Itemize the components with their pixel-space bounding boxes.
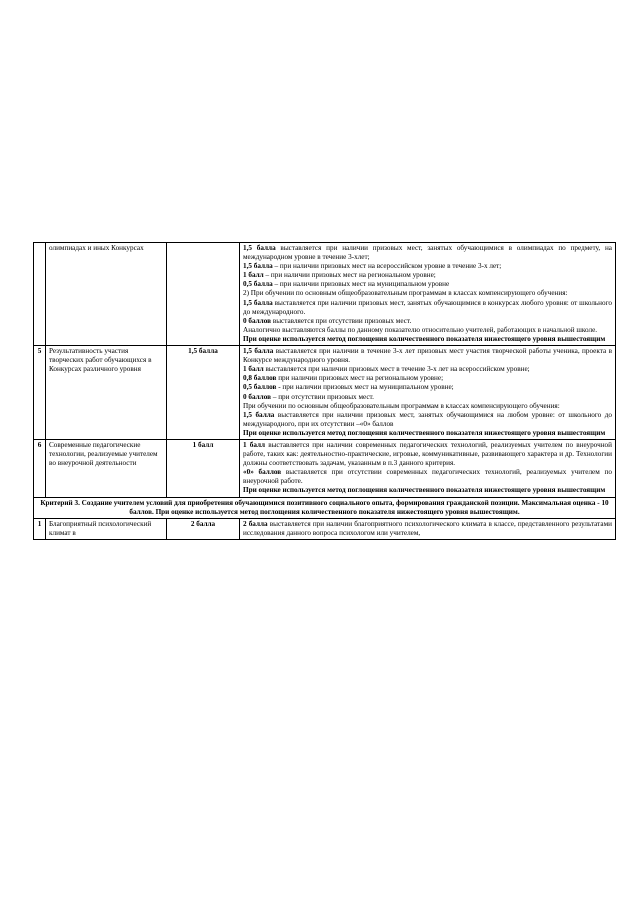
- score-value: 1,5 баллa: [243, 410, 275, 419]
- scoring-rule: 1 балл выставляется при наличии призовых мест в течение 3-х лет на всероссийском уровне;: [243, 365, 530, 374]
- row-number-cell: [34, 243, 46, 346]
- score-value: При оценке используется метод поглощения количественного показателя нижестоящего уровня вышестоящим: [243, 428, 606, 437]
- scoring-rule: [243, 335, 612, 344]
- max-score: 1,5 балла: [167, 346, 240, 440]
- scoring-description: [240, 439, 616, 497]
- criteria-table: [33, 242, 616, 540]
- indicator-name: Современные педагогические технологии, реализуемые учителем во внеурочной деятельности: [46, 439, 167, 497]
- scoring-rule: 1,5 балла выставляется при наличии призовых мест, занятых обучающимися в олимпиадах по предмету, на международном уровне в течение 3-хлет;: [243, 244, 612, 262]
- scoring-rule: 0 баллов – при отсутствии призовых мест.: [243, 392, 374, 401]
- scoring-description: [240, 518, 616, 539]
- score-value: 1 балл: [243, 440, 266, 449]
- row-number: 6: [34, 439, 46, 497]
- scoring-rule: [243, 486, 612, 495]
- scoring-rule: Аналогично выставляются баллы по данному показателю относительно учителей, работающих в начальной школе.: [243, 325, 598, 334]
- max-score: 1 балл: [167, 439, 240, 497]
- score-value: При оценке используется метод поглощения количественного показателя нижестоящего уровня вышестоящим: [243, 486, 606, 495]
- score-value: 0,8 баллов: [243, 374, 277, 383]
- row-number: 1: [34, 518, 46, 539]
- table-row: [34, 439, 616, 497]
- scoring-rule: 1,5 балла – при наличии призовых мест на всероссийском уровне в течение 3-х лет;: [243, 262, 502, 271]
- scoring-rule: При обучении по основным общеобразовательным программам в классах компенсирующего обучения:: [243, 401, 560, 410]
- row-number: 5: [34, 346, 46, 440]
- scoring-rule: 0,5 баллов - при наличии призовых мест на муниципальном уровне;: [243, 383, 454, 392]
- score-value: 1,5 балла: [243, 298, 273, 307]
- scoring-rule: 1 балл – при наличии призовых мест на региональном уровне;: [243, 271, 436, 280]
- score-value: 0,5 баллов: [243, 383, 277, 392]
- scoring-rule: 1,5 баллa выставляется при наличии призовых мест, занятых обучающимися на любом уровне: от школьного до международного, при их отсутствии –«0» баллов: [243, 410, 612, 428]
- criterion-3-heading: Критерий 3. Создание учителем условий для приобретения обучающимися позитивного социального опыта, формирования гражданской позиции. Максимальная оценка - 10 баллов. При оценке используется метод поглощения количественного показателя нижестоящего уровня вышестоящим.: [34, 497, 616, 518]
- max-score: [167, 243, 240, 346]
- indicator-name: олимпиадах и иных Конкурсах: [46, 243, 167, 346]
- score-value: 1,5 балла: [243, 347, 274, 356]
- indicator-name: Благоприятный психологический климат в: [46, 518, 167, 539]
- score-value: 1 балл: [243, 365, 264, 374]
- scoring-rule: 0,5 балла – при наличии призовых мест на муниципальном уровне: [243, 280, 450, 289]
- max-score: 2 балла: [167, 518, 240, 539]
- score-value: «0» баллов: [243, 468, 282, 477]
- scoring-rule: 0 баллов выставляется при отсутствии призовых мест.: [243, 316, 412, 325]
- score-value: При оценке используется метод поглощения количественного показателя нижестоящего уровня вышестоящим: [243, 334, 606, 343]
- score-value: 0 баллов: [243, 392, 272, 401]
- scoring-rule: 1 балл выставляется при наличии современных педагогических технологий, реализуемых учителем по внеурочной работе, таких как: деятельностно-практические, игровые, коммуникативные, развивающего характера и др. Технологии должны соответствовать задачам, указанным в п.3 данного критерия.: [243, 440, 612, 468]
- scoring-description: [240, 243, 616, 346]
- score-value: 0,5 балла: [243, 280, 273, 289]
- scoring-rule: [243, 429, 612, 438]
- score-value: 1,5 балла: [243, 262, 273, 271]
- score-value: 1,5 балла: [243, 244, 276, 252]
- score-value: 2 балла: [243, 519, 268, 528]
- table-row: [34, 243, 616, 346]
- score-value: 0 баллов: [243, 316, 272, 325]
- scoring-description: [240, 346, 616, 440]
- scoring-rule: 2) При обучении по основным общеобразовательным программам в классах компенсирующего обучения:: [243, 289, 568, 298]
- indicator-name: Результативность участия творческих работ обучающихся в Конкурсах различного уровня: [46, 346, 167, 440]
- scoring-rule: 0,8 баллов при наличии призовых мест на региональном уровне;: [243, 374, 444, 383]
- scoring-rule: 2 балла выставляется при наличии благоприятного психологического климата в классе, представленного результатами исследования данного вопроса психологом или учителем,: [243, 519, 612, 537]
- scoring-rule: 1,5 балла выставляется при наличии в течение 3-х лет призовых мест участия творческой работы ученика, проекта в Конкурсе международного уровня.: [243, 347, 612, 365]
- table-row: [34, 518, 616, 539]
- table-row: [34, 346, 616, 440]
- criterion-header-row: [34, 497, 616, 518]
- scoring-rule: 1,5 балла выставляется при наличии призовых мест, занятых обучающимися в конкурсах любого уровня: от школьного до международного.: [243, 298, 612, 316]
- scoring-rule: «0» баллов выставляется при отсутствии современных педагогических технологий, реализуемых учителем по внеурочной работе.: [243, 468, 612, 486]
- score-value: 1 балл: [243, 271, 264, 280]
